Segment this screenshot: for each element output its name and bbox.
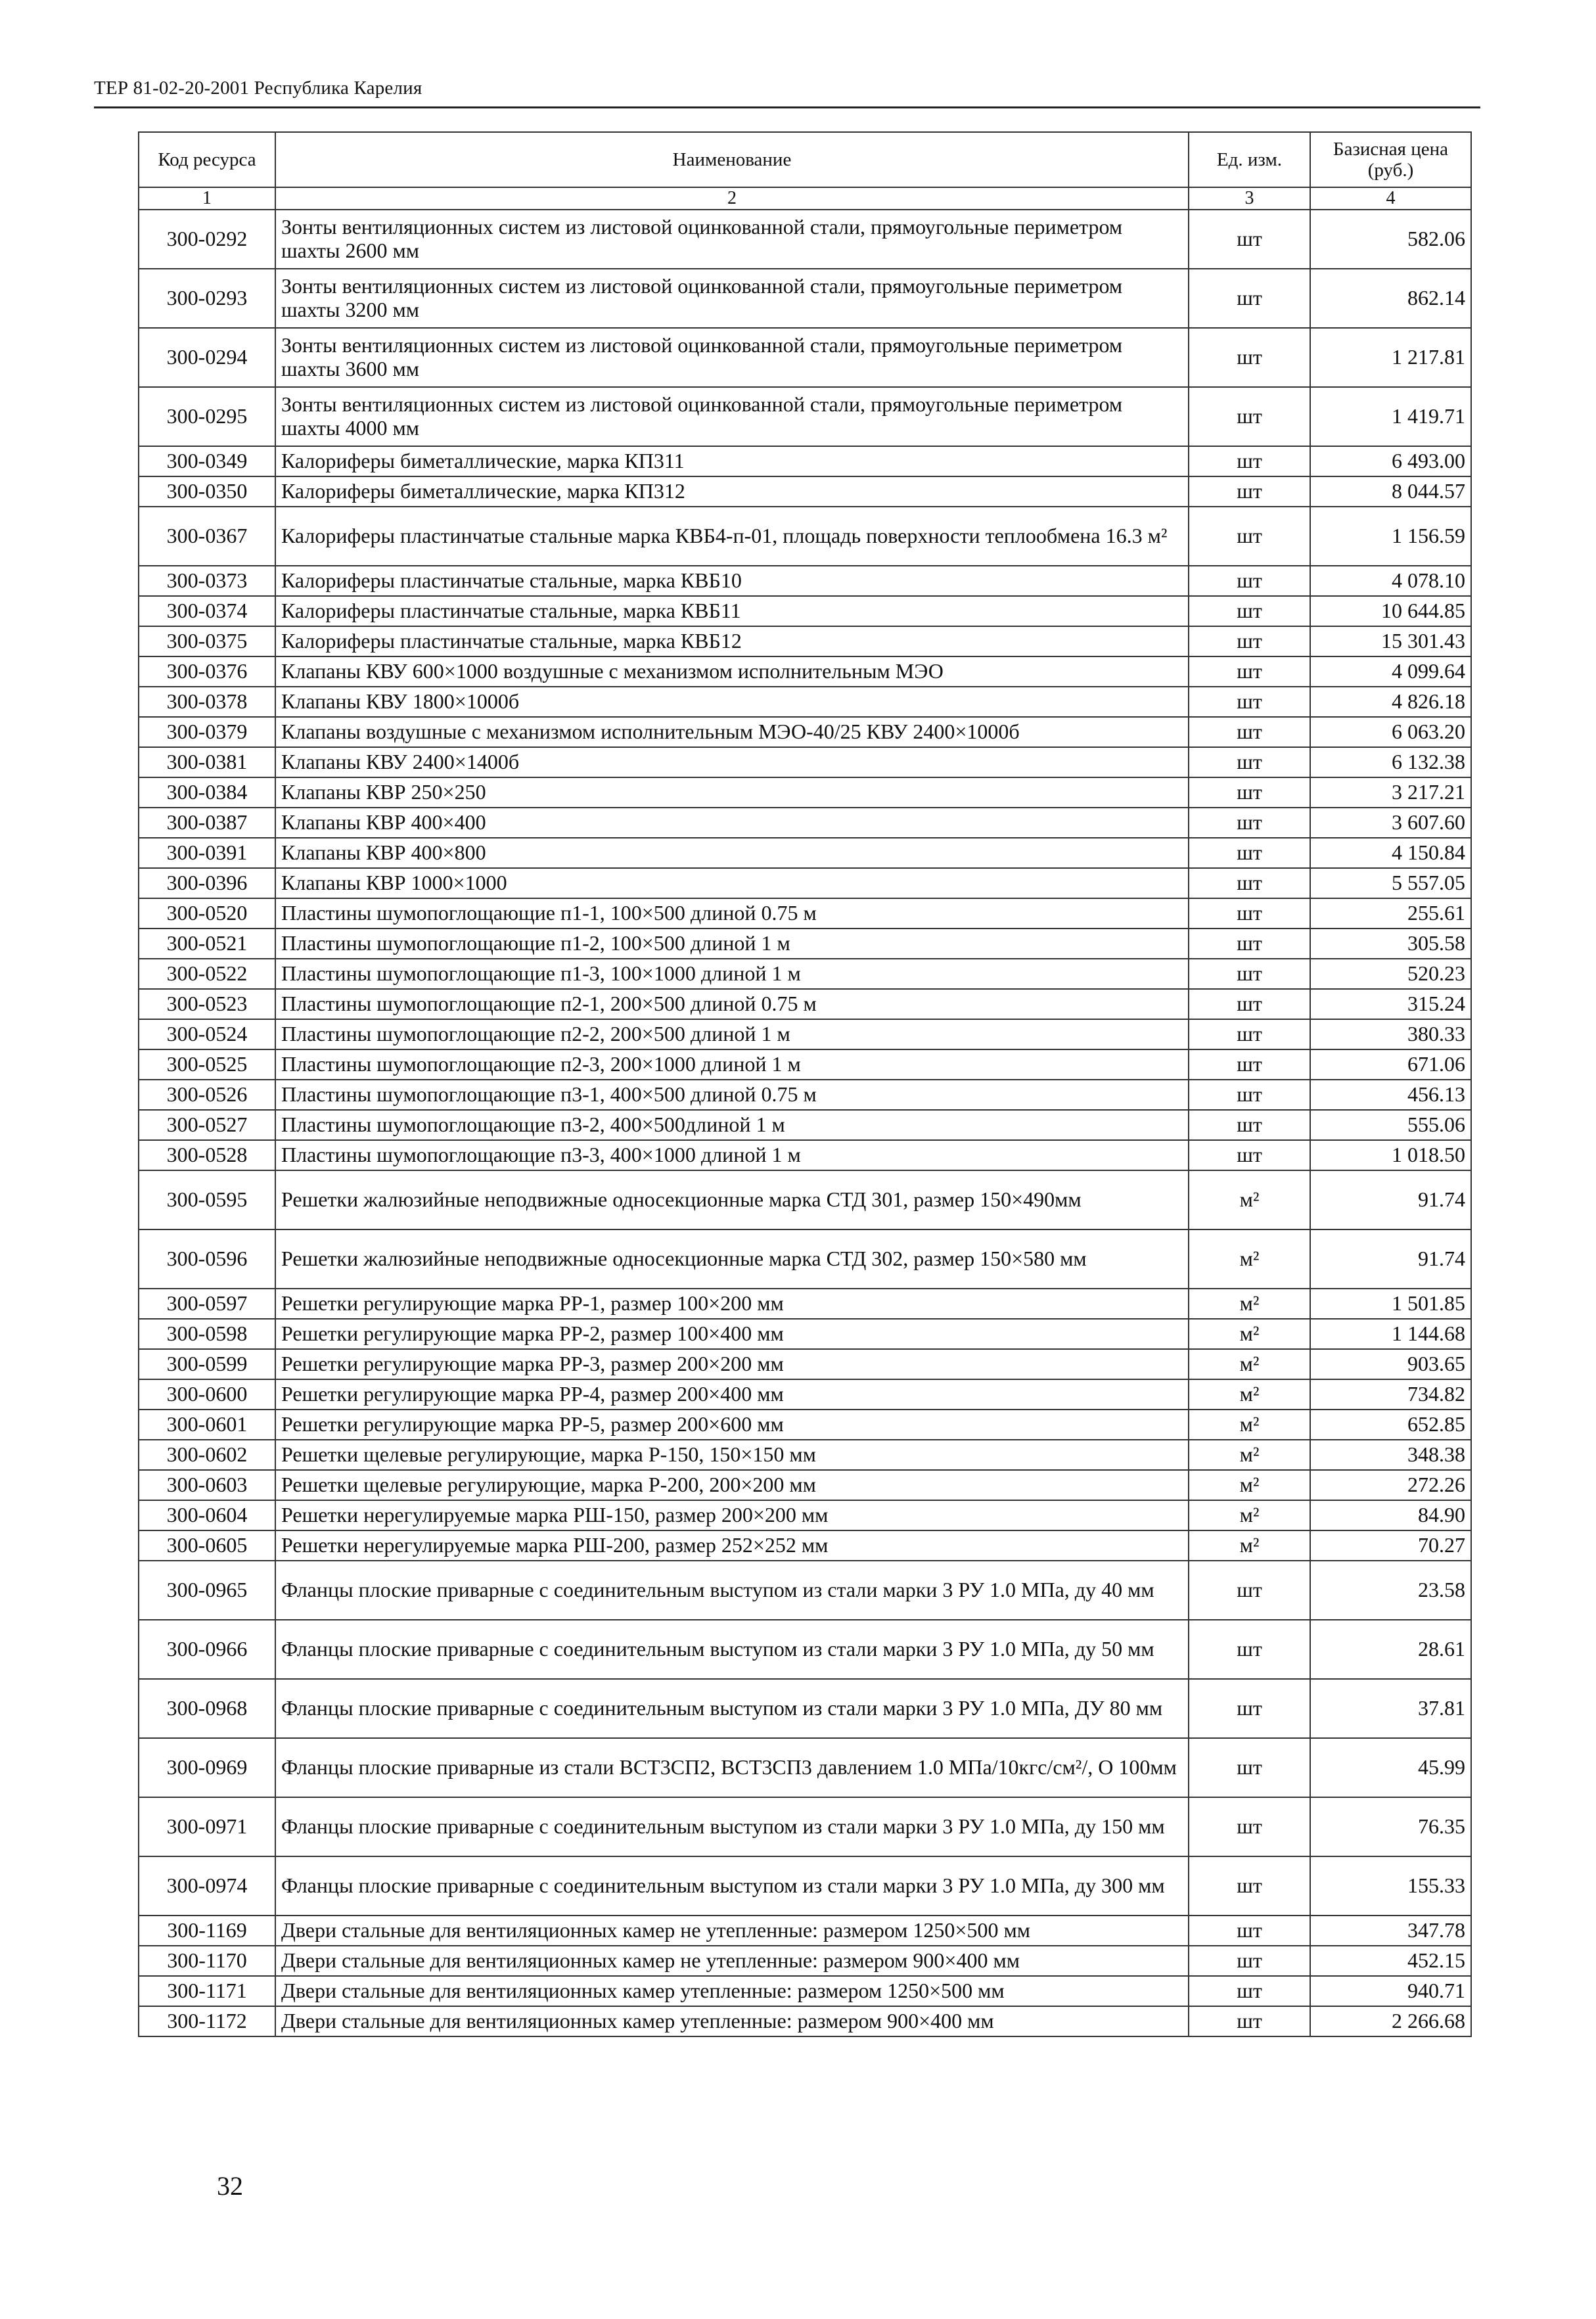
item-name-cell: Зонты вентиляционных систем из листовой оцинкованной стали, прямоугольные периметром шахты 3200 мм — [275, 269, 1189, 328]
price-cell: 84.90 — [1310, 1500, 1471, 1530]
unit-cell: м² — [1189, 1349, 1310, 1379]
price-cell: 1 156.59 — [1310, 507, 1471, 566]
table-row — [139, 1410, 1471, 1440]
table-row — [139, 1140, 1471, 1170]
item-name-cell: Клапаны КВУ 1800×1000б — [275, 687, 1189, 717]
price-cell: 862.14 — [1310, 269, 1471, 328]
resource-code-cell: 300-0598 — [139, 1319, 275, 1349]
item-name-cell: Фланцы плоские приварные с соединительным выступом из стали марки 3 РУ 1.0 МПа, ду 40 мм — [275, 1561, 1189, 1620]
table-row — [139, 507, 1471, 566]
resource-code-cell: 300-0376 — [139, 656, 275, 687]
item-name-cell: Зонты вентиляционных систем из листовой оцинкованной стали, прямоугольные периметром шахты 4000 мм — [275, 387, 1189, 446]
item-name-cell: Клапаны КВР 250×250 — [275, 777, 1189, 808]
item-name-cell: Решетки жалюзийные неподвижные односекционные марка СТД 301, размер 150×490мм — [275, 1170, 1189, 1229]
resource-code-cell: 300-0599 — [139, 1349, 275, 1379]
table-row — [139, 1470, 1471, 1500]
header-rule — [94, 106, 1480, 108]
table-row — [139, 1679, 1471, 1738]
item-name-cell: Двери стальные для вентиляционных камер утепленные: размером 900×400 мм — [275, 2006, 1189, 2036]
table-row — [139, 1738, 1471, 1797]
price-cell: 903.65 — [1310, 1349, 1471, 1379]
unit-cell: м² — [1189, 1410, 1310, 1440]
table-row — [139, 1856, 1471, 1916]
unit-cell: шт — [1189, 1856, 1310, 1916]
price-cell: 45.99 — [1310, 1738, 1471, 1797]
resource-code-cell: 300-0387 — [139, 808, 275, 838]
item-name-cell: Калориферы биметаллические, марка КП312 — [275, 476, 1189, 507]
resource-code-cell: 300-0521 — [139, 929, 275, 959]
table-row — [139, 1379, 1471, 1410]
resource-code-cell: 300-1171 — [139, 1976, 275, 2006]
table-row — [139, 1561, 1471, 1620]
table-row — [139, 328, 1471, 387]
unit-cell: шт — [1189, 838, 1310, 868]
item-name-cell: Решетки жалюзийные неподвижные односекционные марка СТД 302, размер 150×580 мм — [275, 1229, 1189, 1289]
table-row — [139, 1080, 1471, 1110]
resource-code-cell: 300-1169 — [139, 1916, 275, 1946]
unit-cell: м² — [1189, 1319, 1310, 1349]
price-cell: 1 217.81 — [1310, 328, 1471, 387]
item-name-cell: Решетки регулирующие марка РР-5, размер 200×600 мм — [275, 1410, 1189, 1440]
price-cell: 70.27 — [1310, 1530, 1471, 1561]
price-cell: 305.58 — [1310, 929, 1471, 959]
table-row — [139, 747, 1471, 777]
item-name-cell: Пластины шумопоглощающие п1-1, 100×500 длиной 0.75 м — [275, 898, 1189, 929]
unit-cell: шт — [1189, 1679, 1310, 1738]
table-row — [139, 808, 1471, 838]
table-row — [139, 1349, 1471, 1379]
resource-code-cell: 300-0596 — [139, 1229, 275, 1289]
resource-code-cell: 300-0527 — [139, 1110, 275, 1140]
item-name-cell: Решетки регулирующие марка РР-2, размер 100×400 мм — [275, 1319, 1189, 1349]
table-row — [139, 1049, 1471, 1080]
table-row — [139, 2006, 1471, 2036]
unit-cell: шт — [1189, 898, 1310, 929]
item-name-cell: Пластины шумопоглощающие п1-3, 100×1000 длиной 1 м — [275, 959, 1189, 989]
price-cell: 652.85 — [1310, 1410, 1471, 1440]
unit-cell: шт — [1189, 210, 1310, 269]
price-cell: 272.26 — [1310, 1470, 1471, 1500]
table-row — [139, 1319, 1471, 1349]
price-cell: 671.06 — [1310, 1049, 1471, 1080]
item-name-cell: Двери стальные для вентиляционных камер утепленные: размером 1250×500 мм — [275, 1976, 1189, 2006]
unit-cell: м² — [1189, 1440, 1310, 1470]
price-cell: 155.33 — [1310, 1856, 1471, 1916]
resource-code-cell: 300-0603 — [139, 1470, 275, 1500]
item-name-cell: Решетки щелевые регулирующие, марка Р-200, 200×200 мм — [275, 1470, 1189, 1500]
item-name-cell: Калориферы пластинчатые стальные, марка КВБ11 — [275, 596, 1189, 626]
price-cell: 456.13 — [1310, 1080, 1471, 1110]
table-row — [139, 898, 1471, 929]
unit-cell: м² — [1189, 1170, 1310, 1229]
table-row — [139, 717, 1471, 747]
column-number: 3 — [1189, 187, 1310, 210]
price-cell: 15 301.43 — [1310, 626, 1471, 656]
price-cell: 452.15 — [1310, 1946, 1471, 1976]
table-row — [139, 1110, 1471, 1140]
resource-code-cell: 300-0522 — [139, 959, 275, 989]
unit-cell: шт — [1189, 626, 1310, 656]
resource-code-cell: 300-0384 — [139, 777, 275, 808]
unit-cell: шт — [1189, 687, 1310, 717]
price-cell: 28.61 — [1310, 1620, 1471, 1679]
price-cell: 6 063.20 — [1310, 717, 1471, 747]
unit-cell: шт — [1189, 2006, 1310, 2036]
price-cell: 1 419.71 — [1310, 387, 1471, 446]
item-name-cell: Клапаны КВР 400×400 — [275, 808, 1189, 838]
resource-code-cell: 300-0597 — [139, 1289, 275, 1319]
price-cell: 520.23 — [1310, 959, 1471, 989]
item-name-cell: Пластины шумопоглощающие п3-2, 400×500длиной 1 м — [275, 1110, 1189, 1140]
resource-code-cell: 300-0523 — [139, 989, 275, 1019]
table-row — [139, 626, 1471, 656]
resource-code-cell: 300-0966 — [139, 1620, 275, 1679]
item-name-cell: Клапаны КВР 1000×1000 — [275, 868, 1189, 898]
item-name-cell: Фланцы плоские приварные с соединительным выступом из стали марки 3 РУ 1.0 МПа, ду 50 мм — [275, 1620, 1189, 1679]
unit-cell: шт — [1189, 566, 1310, 596]
unit-cell: шт — [1189, 1140, 1310, 1170]
price-cell: 4 150.84 — [1310, 838, 1471, 868]
price-cell: 255.61 — [1310, 898, 1471, 929]
price-cell: 380.33 — [1310, 1019, 1471, 1049]
item-name-cell: Калориферы пластинчатые стальные, марка КВБ12 — [275, 626, 1189, 656]
resource-code-cell: 300-0349 — [139, 446, 275, 476]
resource-code-cell: 300-0375 — [139, 626, 275, 656]
resource-code-cell: 300-0602 — [139, 1440, 275, 1470]
unit-cell: шт — [1189, 596, 1310, 626]
price-cell: 555.06 — [1310, 1110, 1471, 1140]
unit-cell: шт — [1189, 1946, 1310, 1976]
table-row — [139, 959, 1471, 989]
column-number: 2 — [275, 187, 1189, 210]
table-row — [139, 476, 1471, 507]
unit-cell: шт — [1189, 507, 1310, 566]
resource-code-cell: 300-0367 — [139, 507, 275, 566]
price-cell: 10 644.85 — [1310, 596, 1471, 626]
price-cell: 5 557.05 — [1310, 868, 1471, 898]
table-header-row — [139, 132, 1471, 187]
table-row — [139, 868, 1471, 898]
resource-code-cell: 300-0604 — [139, 1500, 275, 1530]
table-row — [139, 1916, 1471, 1946]
resource-code-cell: 300-0969 — [139, 1738, 275, 1797]
price-cell: 582.06 — [1310, 210, 1471, 269]
unit-cell: шт — [1189, 1976, 1310, 2006]
column-number: 1 — [139, 187, 275, 210]
price-cell: 4 826.18 — [1310, 687, 1471, 717]
item-name-cell: Решетки регулирующие марка РР-1, размер 100×200 мм — [275, 1289, 1189, 1319]
table-row — [139, 1289, 1471, 1319]
unit-cell: шт — [1189, 1561, 1310, 1620]
column-header-name: Наименование — [275, 132, 1189, 187]
price-cell: 734.82 — [1310, 1379, 1471, 1410]
price-table — [138, 131, 1472, 2037]
document-header: ТЕР 81-02-20-2001 Республика Карелия — [94, 78, 422, 99]
item-name-cell: Двери стальные для вентиляционных камер не утепленные: размером 900×400 мм — [275, 1946, 1189, 1976]
price-cell: 4 078.10 — [1310, 566, 1471, 596]
price-cell: 6 493.00 — [1310, 446, 1471, 476]
resource-code-cell: 300-0595 — [139, 1170, 275, 1229]
price-cell: 4 099.64 — [1310, 656, 1471, 687]
item-name-cell: Пластины шумопоглощающие п2-1, 200×500 длиной 0.75 м — [275, 989, 1189, 1019]
table-row — [139, 1440, 1471, 1470]
unit-cell: шт — [1189, 656, 1310, 687]
item-name-cell: Решетки нерегулируемые марка РШ-150, размер 200×200 мм — [275, 1500, 1189, 1530]
column-header-code: Код ресурса — [139, 132, 275, 187]
item-name-cell: Решетки регулирующие марка РР-4, размер 200×400 мм — [275, 1379, 1189, 1410]
item-name-cell: Решетки щелевые регулирующие, марка Р-150, 150×150 мм — [275, 1440, 1189, 1470]
resource-code-cell: 300-0294 — [139, 328, 275, 387]
unit-cell: шт — [1189, 446, 1310, 476]
unit-cell: шт — [1189, 269, 1310, 328]
price-cell: 347.78 — [1310, 1916, 1471, 1946]
unit-cell: шт — [1189, 868, 1310, 898]
unit-cell: шт — [1189, 328, 1310, 387]
resource-code-cell: 300-0292 — [139, 210, 275, 269]
table-row — [139, 1170, 1471, 1229]
table-row — [139, 989, 1471, 1019]
table-row — [139, 446, 1471, 476]
price-cell: 348.38 — [1310, 1440, 1471, 1470]
table-row — [139, 656, 1471, 687]
resource-code-cell: 300-0600 — [139, 1379, 275, 1410]
table-row — [139, 1530, 1471, 1561]
unit-cell: шт — [1189, 1080, 1310, 1110]
resource-code-cell: 300-1172 — [139, 2006, 275, 2036]
item-name-cell: Решетки нерегулируемые марка РШ-200, размер 252×252 мм — [275, 1530, 1189, 1561]
price-cell: 8 044.57 — [1310, 476, 1471, 507]
table-row — [139, 838, 1471, 868]
unit-cell: шт — [1189, 1049, 1310, 1080]
item-name-cell: Пластины шумопоглощающие п2-3, 200×1000 длиной 1 м — [275, 1049, 1189, 1080]
item-name-cell: Пластины шумопоглощающие п2-2, 200×500 длиной 1 м — [275, 1019, 1189, 1049]
resource-code-cell: 300-0528 — [139, 1140, 275, 1170]
resource-code-cell: 300-0379 — [139, 717, 275, 747]
item-name-cell: Фланцы плоские приварные с соединительным выступом из стали марки 3 РУ 1.0 МПа, ДУ 80 мм — [275, 1679, 1189, 1738]
unit-cell: шт — [1189, 989, 1310, 1019]
table-row — [139, 777, 1471, 808]
price-cell: 37.81 — [1310, 1679, 1471, 1738]
unit-cell: шт — [1189, 1738, 1310, 1797]
resource-code-cell: 300-0396 — [139, 868, 275, 898]
resource-code-cell: 300-0391 — [139, 838, 275, 868]
item-name-cell: Калориферы пластинчатые стальные марка КВБ4-п-01, площадь поверхности теплообмена 16.3 м² — [275, 507, 1189, 566]
price-cell: 3 607.60 — [1310, 808, 1471, 838]
column-number-row — [139, 187, 1471, 210]
unit-cell: шт — [1189, 387, 1310, 446]
item-name-cell: Калориферы пластинчатые стальные, марка КВБ10 — [275, 566, 1189, 596]
price-cell: 315.24 — [1310, 989, 1471, 1019]
unit-cell: шт — [1189, 959, 1310, 989]
unit-cell: шт — [1189, 808, 1310, 838]
item-name-cell: Пластины шумопоглощающие п1-2, 100×500 длиной 1 м — [275, 929, 1189, 959]
resource-code-cell: 300-0373 — [139, 566, 275, 596]
unit-cell: шт — [1189, 1110, 1310, 1140]
unit-cell: шт — [1189, 476, 1310, 507]
item-name-cell: Зонты вентиляционных систем из листовой оцинкованной стали, прямоугольные периметром шахты 3600 мм — [275, 328, 1189, 387]
unit-cell: шт — [1189, 717, 1310, 747]
item-name-cell: Фланцы плоские приварные с соединительным выступом из стали марки 3 РУ 1.0 МПа, ду 300 мм — [275, 1856, 1189, 1916]
price-cell: 3 217.21 — [1310, 777, 1471, 808]
table-row — [139, 929, 1471, 959]
resource-code-cell: 300-1170 — [139, 1946, 275, 1976]
table-row — [139, 1229, 1471, 1289]
price-cell: 91.74 — [1310, 1170, 1471, 1229]
price-cell: 23.58 — [1310, 1561, 1471, 1620]
item-name-cell: Клапаны КВУ 600×1000 воздушные с механизмом исполнительным МЭО — [275, 656, 1189, 687]
column-header-unit: Ед. изм. — [1189, 132, 1310, 187]
column-number: 4 — [1310, 187, 1471, 210]
resource-code-cell: 300-0968 — [139, 1679, 275, 1738]
unit-cell: шт — [1189, 1019, 1310, 1049]
price-cell: 940.71 — [1310, 1976, 1471, 2006]
unit-cell: м² — [1189, 1530, 1310, 1561]
table-row — [139, 1797, 1471, 1856]
unit-cell: м² — [1189, 1289, 1310, 1319]
resource-code-cell: 300-0524 — [139, 1019, 275, 1049]
resource-code-cell: 300-0965 — [139, 1561, 275, 1620]
item-name-cell: Пластины шумопоглощающие п3-1, 400×500 длиной 0.75 м — [275, 1080, 1189, 1110]
price-cell: 91.74 — [1310, 1229, 1471, 1289]
item-name-cell: Клапаны КВУ 2400×1400б — [275, 747, 1189, 777]
unit-cell: м² — [1189, 1470, 1310, 1500]
resource-code-cell: 300-0605 — [139, 1530, 275, 1561]
resource-code-cell: 300-0295 — [139, 387, 275, 446]
table-row — [139, 1500, 1471, 1530]
table-body — [139, 210, 1471, 2036]
item-name-cell: Решетки регулирующие марка РР-3, размер 200×200 мм — [275, 1349, 1189, 1379]
page-number: 32 — [217, 2171, 243, 2201]
resource-code-cell: 300-0350 — [139, 476, 275, 507]
resource-code-cell: 300-0520 — [139, 898, 275, 929]
item-name-cell: Калориферы биметаллические, марка КП311 — [275, 446, 1189, 476]
price-cell: 1 018.50 — [1310, 1140, 1471, 1170]
table-row — [139, 210, 1471, 269]
unit-cell: шт — [1189, 1620, 1310, 1679]
item-name-cell: Пластины шумопоглощающие п3-3, 400×1000 длиной 1 м — [275, 1140, 1189, 1170]
table-row — [139, 1946, 1471, 1976]
unit-cell: м² — [1189, 1500, 1310, 1530]
resource-code-cell: 300-0601 — [139, 1410, 275, 1440]
resource-code-cell: 300-0374 — [139, 596, 275, 626]
unit-cell: м² — [1189, 1379, 1310, 1410]
price-cell: 2 266.68 — [1310, 2006, 1471, 2036]
unit-cell: шт — [1189, 1916, 1310, 1946]
price-cell: 1 501.85 — [1310, 1289, 1471, 1319]
item-name-cell: Фланцы плоские приварные с соединительным выступом из стали марки 3 РУ 1.0 МПа, ду 150 мм — [275, 1797, 1189, 1856]
table-row — [139, 566, 1471, 596]
item-name-cell: Двери стальные для вентиляционных камер не утепленные: размером 1250×500 мм — [275, 1916, 1189, 1946]
price-cell: 1 144.68 — [1310, 1319, 1471, 1349]
unit-cell: м² — [1189, 1229, 1310, 1289]
resource-code-cell: 300-0525 — [139, 1049, 275, 1080]
table-row — [139, 596, 1471, 626]
price-cell: 6 132.38 — [1310, 747, 1471, 777]
table-row — [139, 387, 1471, 446]
table-row — [139, 687, 1471, 717]
item-name-cell: Фланцы плоские приварные из стали ВСТ3СП2, ВСТ3СП3 давлением 1.0 МПа/10кгс/см²/, О 100мм — [275, 1738, 1189, 1797]
resource-code-cell: 300-0974 — [139, 1856, 275, 1916]
table-row — [139, 1976, 1471, 2006]
resource-code-cell: 300-0293 — [139, 269, 275, 328]
resource-code-cell: 300-0378 — [139, 687, 275, 717]
item-name-cell: Зонты вентиляционных систем из листовой оцинкованной стали, прямоугольные периметром шахты 2600 мм — [275, 210, 1189, 269]
table-row — [139, 1019, 1471, 1049]
column-header-price: Базисная цена (руб.) — [1310, 132, 1471, 187]
table-row — [139, 1620, 1471, 1679]
table-row — [139, 269, 1471, 328]
unit-cell: шт — [1189, 747, 1310, 777]
resource-code-cell: 300-0971 — [139, 1797, 275, 1856]
unit-cell: шт — [1189, 1797, 1310, 1856]
resource-code-cell: 300-0381 — [139, 747, 275, 777]
unit-cell: шт — [1189, 777, 1310, 808]
price-cell: 76.35 — [1310, 1797, 1471, 1856]
item-name-cell: Клапаны воздушные с механизмом исполнительным МЭО-40/25 КВУ 2400×1000б — [275, 717, 1189, 747]
unit-cell: шт — [1189, 929, 1310, 959]
resource-code-cell: 300-0526 — [139, 1080, 275, 1110]
item-name-cell: Клапаны КВР 400×800 — [275, 838, 1189, 868]
